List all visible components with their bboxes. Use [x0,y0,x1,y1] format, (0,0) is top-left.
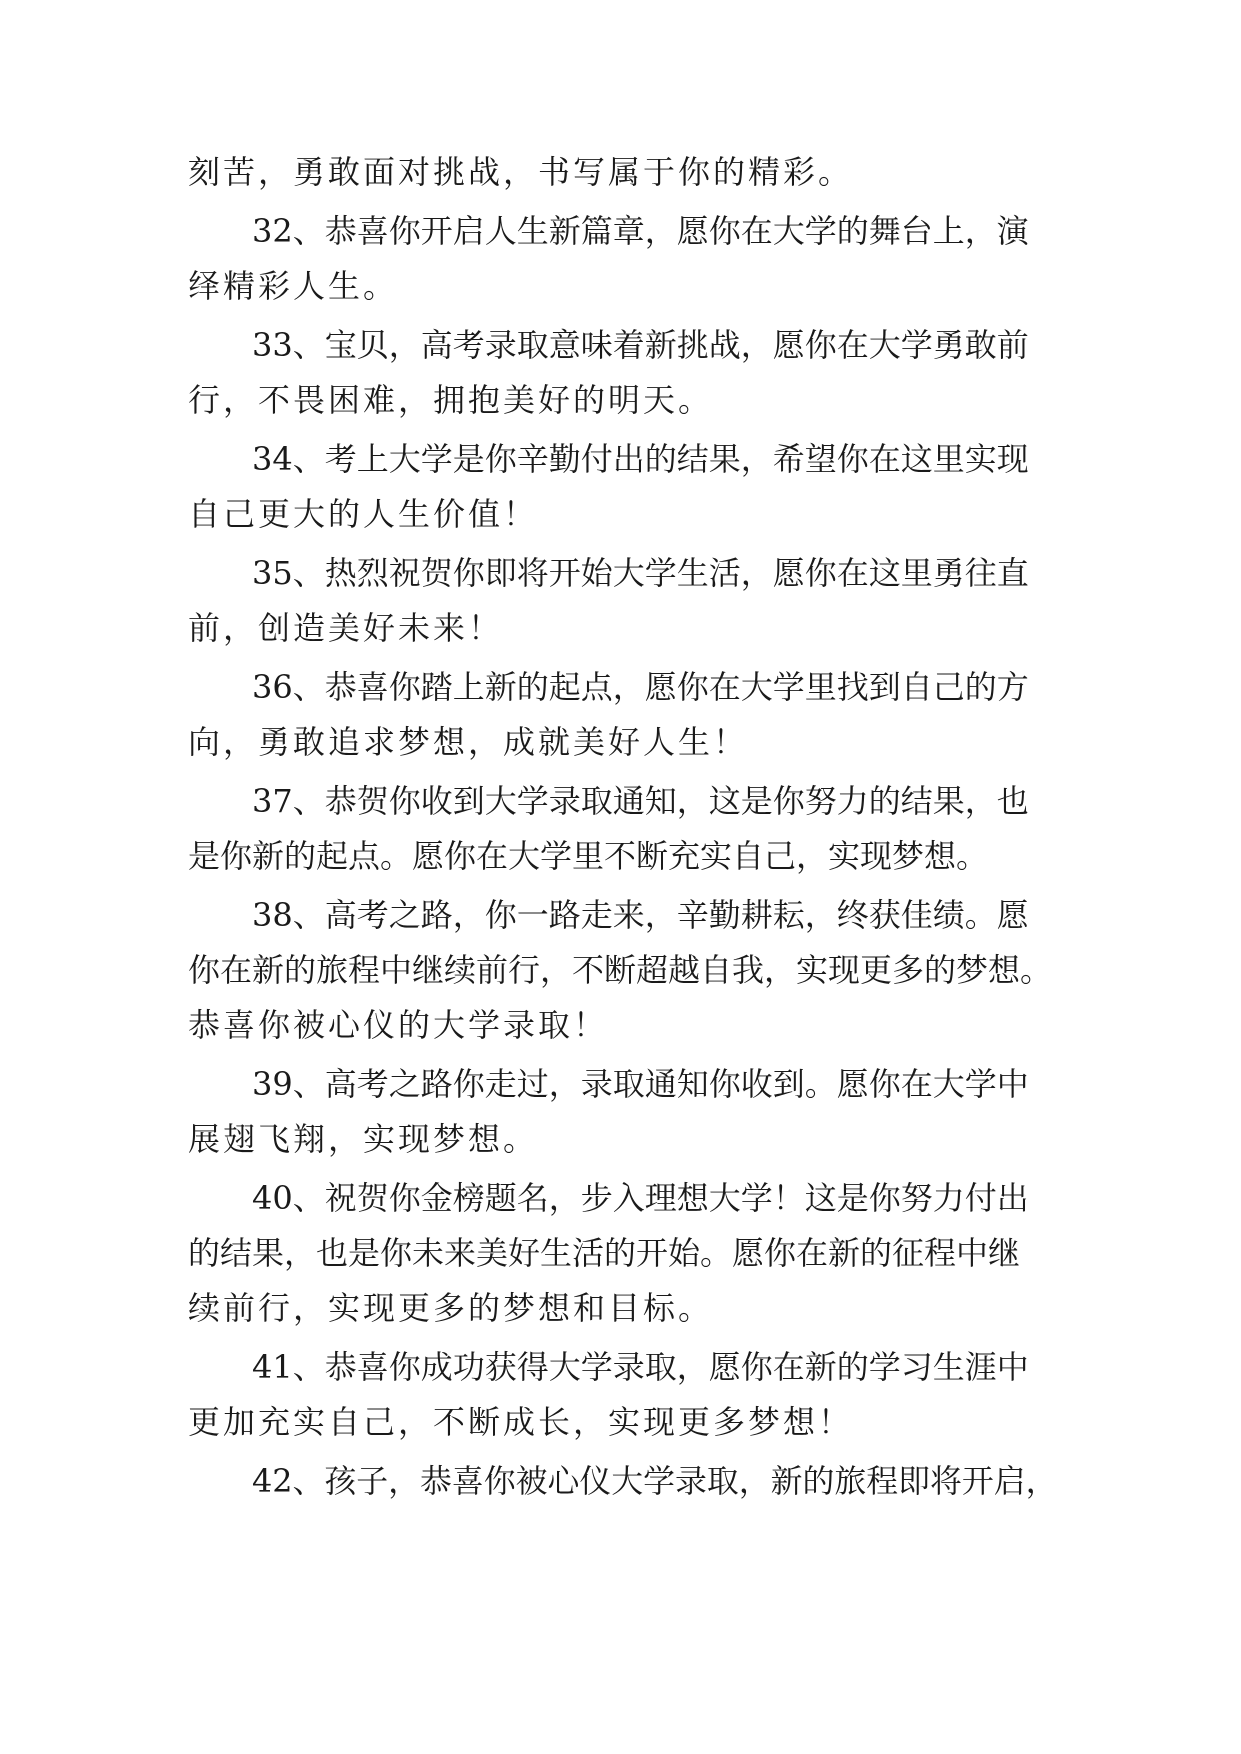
text-line: 36、恭喜你踏上新的起点，愿你在大学里找到自己的方 [252,668,1029,706]
text-line: 向，勇敢追求梦想，成就美好人生！ [188,723,749,761]
text-line: 刻苦，勇敢面对挑战，书写属于你的精彩。 [188,153,854,191]
text-line: 展翅飞翔，实现梦想。 [188,1120,539,1158]
text-line: 是你新的起点。愿你在大学里不断充实自己，实现梦想。 [188,837,989,875]
text-line: 自己更大的人生价值！ [188,495,539,533]
text-line: 42、孩子，恭喜你被心仪大学录取，新的旅程即将开启， [252,1462,1058,1500]
text-line: 37、恭贺你收到大学录取通知，这是你努力的结果，也 [252,782,1029,820]
text-line: 更加充实自己，不断成长，实现更多梦想！ [188,1403,854,1441]
text-line: 34、考上大学是你辛勤付出的结果，希望你在这里实现 [252,440,1029,478]
text-line: 的结果，也是你未来美好生活的开始。愿你在新的征程中继 [188,1234,1021,1272]
text-line: 33、宝贝，高考录取意味着新挑战，愿你在大学勇敢前 [252,326,1029,364]
text-line: 38、高考之路，你一路走来，辛勤耕耘，终获佳绩。愿 [252,896,1029,934]
text-line: 续前行，实现更多的梦想和目标。 [188,1289,714,1327]
text-line: 39、高考之路你走过，录取通知你收到。愿你在大学中 [252,1065,1029,1103]
text-line: 前，创造美好未来！ [188,609,504,647]
text-line: 行，不畏困难，拥抱美好的明天。 [188,381,714,419]
text-line: 35、热烈祝贺你即将开始大学生活，愿你在这里勇往直 [252,554,1029,592]
text-line: 恭喜你被心仪的大学录取！ [188,1006,609,1044]
text-line: 41、恭喜你成功获得大学录取，愿你在新的学习生涯中 [252,1348,1029,1386]
text-line: 40、祝贺你金榜题名，步入理想大学！这是你努力付出 [252,1179,1029,1217]
text-line: 绎精彩人生。 [188,267,399,305]
text-line: 32、恭喜你开启人生新篇章，愿你在大学的舞台上，演 [252,212,1029,250]
text-line: 你在新的旅程中继续前行，不断超越自我，实现更多的梦想。 [188,951,1053,989]
